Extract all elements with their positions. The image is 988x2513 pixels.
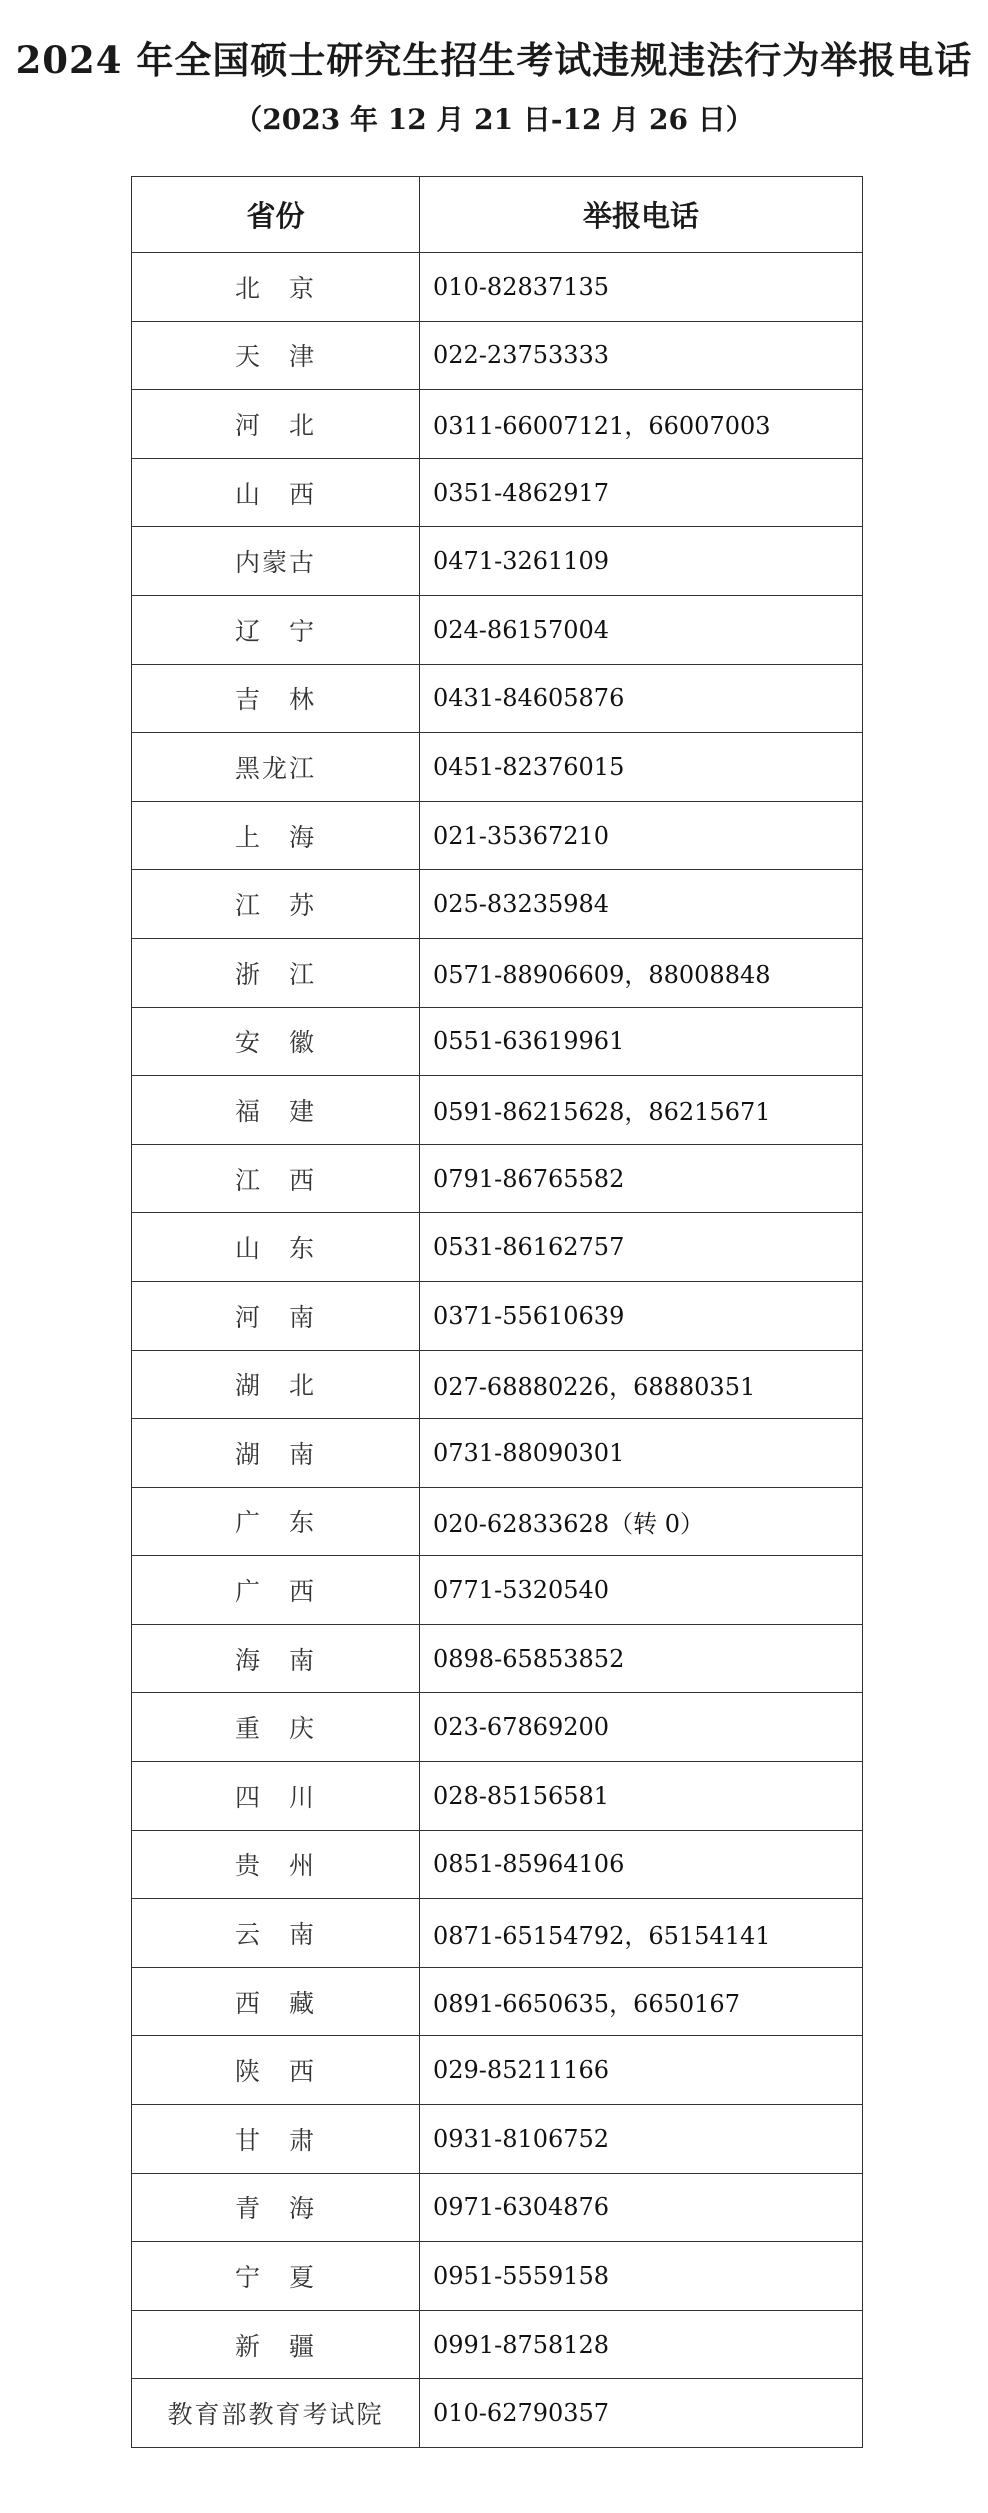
province-cell: 黑龙江 xyxy=(132,733,420,802)
phone-cell: 0591-86215628，86215671 xyxy=(420,1076,863,1145)
table-row xyxy=(132,321,863,390)
province-cell: 内蒙古 xyxy=(132,527,420,596)
table-row xyxy=(132,801,863,870)
province-cell: 吉 林 xyxy=(132,664,420,733)
phone-cell: 0771-5320540 xyxy=(420,1556,863,1625)
table-row xyxy=(132,390,863,459)
table-row xyxy=(132,2036,863,2105)
phone-cell: 022-23753333 xyxy=(420,321,863,390)
phone-cell: 0731-88090301 xyxy=(420,1419,863,1488)
phone-cell: 0451-82376015 xyxy=(420,733,863,802)
province-cell: 重 庆 xyxy=(132,1693,420,1762)
table-row xyxy=(132,527,863,596)
phone-cell: 010-82837135 xyxy=(420,253,863,322)
table-row xyxy=(132,664,863,733)
phone-cell: 0571-88906609，88008848 xyxy=(420,938,863,1007)
table-row xyxy=(132,1144,863,1213)
phone-cell: 0951-5559158 xyxy=(420,2242,863,2311)
province-cell: 四 川 xyxy=(132,1762,420,1831)
province-cell: 浙 江 xyxy=(132,938,420,1007)
table-row xyxy=(132,1830,863,1899)
province-cell: 河 北 xyxy=(132,390,420,459)
table-row xyxy=(132,2173,863,2242)
province-cell: 江 苏 xyxy=(132,870,420,939)
table-row xyxy=(132,1350,863,1419)
province-cell: 广 东 xyxy=(132,1487,420,1556)
province-cell: 上 海 xyxy=(132,801,420,870)
phone-cell: 0351-4862917 xyxy=(420,458,863,527)
phone-cell: 020-62833628（转 0） xyxy=(420,1487,863,1556)
phone-cell: 0931-8106752 xyxy=(420,2105,863,2174)
phone-cell: 0311-66007121，66007003 xyxy=(420,390,863,459)
phone-cell: 021-35367210 xyxy=(420,801,863,870)
province-cell: 安 徽 xyxy=(132,1007,420,1076)
province-cell: 海 南 xyxy=(132,1624,420,1693)
table-row xyxy=(132,1693,863,1762)
phone-cell: 0898-65853852 xyxy=(420,1624,863,1693)
province-cell: 山 西 xyxy=(132,458,420,527)
phone-cell: 010-62790357 xyxy=(420,2379,863,2448)
table-row xyxy=(132,2379,863,2448)
table-row xyxy=(132,1213,863,1282)
province-cell: 北 京 xyxy=(132,253,420,322)
province-cell: 福 建 xyxy=(132,1076,420,1145)
table-row xyxy=(132,595,863,664)
phone-cell: 0971-6304876 xyxy=(420,2173,863,2242)
province-cell: 云 南 xyxy=(132,1899,420,1968)
phone-cell: 028-85156581 xyxy=(420,1762,863,1831)
province-cell: 甘 肃 xyxy=(132,2105,420,2174)
table-row xyxy=(132,458,863,527)
province-cell: 山 东 xyxy=(132,1213,420,1282)
phone-cell: 0871-65154792，65154141 xyxy=(420,1899,863,1968)
province-cell: 贵 州 xyxy=(132,1830,420,1899)
phone-cell: 0531-86162757 xyxy=(420,1213,863,1282)
phone-cell: 023-67869200 xyxy=(420,1693,863,1762)
province-cell: 广 西 xyxy=(132,1556,420,1625)
province-cell: 河 南 xyxy=(132,1281,420,1350)
province-cell: 青 海 xyxy=(132,2173,420,2242)
phone-cell: 0791-86765582 xyxy=(420,1144,863,1213)
table-row xyxy=(132,733,863,802)
table-row xyxy=(132,938,863,1007)
table-row xyxy=(132,1762,863,1831)
table-row xyxy=(132,2310,863,2379)
page-title: 2024 年全国硕士研究生招生考试违规违法行为举报电话 xyxy=(15,38,973,82)
hotline-table xyxy=(131,176,863,2448)
province-cell: 教育部教育考试院 xyxy=(132,2379,420,2448)
phone-cell: 0851-85964106 xyxy=(420,1830,863,1899)
table-row xyxy=(132,1899,863,1968)
phone-cell: 029-85211166 xyxy=(420,2036,863,2105)
province-cell: 宁 夏 xyxy=(132,2242,420,2311)
phone-cell: 0371-55610639 xyxy=(420,1281,863,1350)
table-row xyxy=(132,1556,863,1625)
province-cell: 陕 西 xyxy=(132,2036,420,2105)
province-cell: 湖 北 xyxy=(132,1350,420,1419)
header-province: 省份 xyxy=(132,177,420,253)
phone-cell: 0891-6650635，6650167 xyxy=(420,1967,863,2036)
province-cell: 湖 南 xyxy=(132,1419,420,1488)
table-row xyxy=(132,1281,863,1350)
phone-cell: 027-68880226，68880351 xyxy=(420,1350,863,1419)
table-row xyxy=(132,1419,863,1488)
table-header-row xyxy=(132,177,863,253)
table-row xyxy=(132,870,863,939)
phone-cell: 024-86157004 xyxy=(420,595,863,664)
table-row xyxy=(132,253,863,322)
phone-cell: 0991-8758128 xyxy=(420,2310,863,2379)
table-row xyxy=(132,1487,863,1556)
province-cell: 西 藏 xyxy=(132,1967,420,2036)
phone-cell: 0551-63619961 xyxy=(420,1007,863,1076)
table-row xyxy=(132,1967,863,2036)
province-cell: 新 疆 xyxy=(132,2310,420,2379)
province-cell: 江 西 xyxy=(132,1144,420,1213)
table-row xyxy=(132,1007,863,1076)
date-range-subtitle: （2023 年 12 月 21 日-12 月 26 日） xyxy=(234,103,754,136)
phone-cell: 0471-3261109 xyxy=(420,527,863,596)
table-row xyxy=(132,2242,863,2311)
phone-cell: 0431-84605876 xyxy=(420,664,863,733)
phone-cell: 025-83235984 xyxy=(420,870,863,939)
header-phone: 举报电话 xyxy=(420,177,863,253)
table-row xyxy=(132,1076,863,1145)
table-row xyxy=(132,1624,863,1693)
table-row xyxy=(132,2105,863,2174)
province-cell: 辽 宁 xyxy=(132,595,420,664)
province-cell: 天 津 xyxy=(132,321,420,390)
